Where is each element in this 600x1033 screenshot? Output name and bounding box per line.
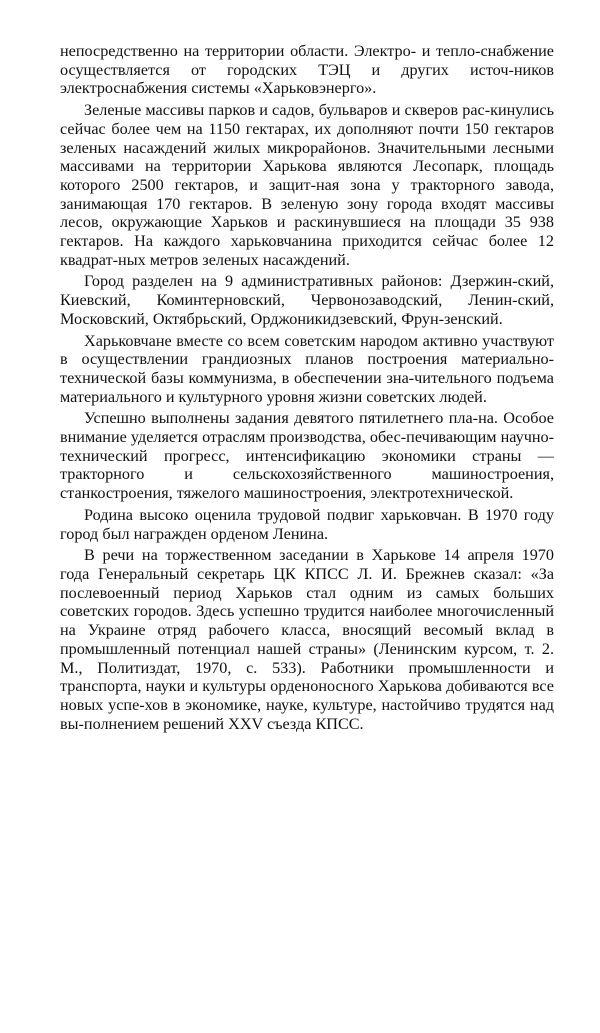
paragraph-order-of-lenin: Родина высоко оценила трудовой подвиг харьковчан. В 1970 году город был награжден орденом Ленина. [60,505,554,543]
paragraph-energy-supply: непосредственно на территории области. Электро- и тепло-снабжение осуществляется от городских ТЭЦ и других источ-ников электроснабжения системы «Харьковэнерго». [60,42,554,98]
document-page [60,42,554,736]
paragraph-brezhnev-speech: В речи на торжественном заседании в Харькове 14 апреля 1970 года Генеральный секретарь ЦК КПСС Л. И. Брежнев сказал: «За послевоенный период Харьков стал одним из самых больших советских городов. Здесь успешно трудится наиболее многочисленный на Украине отряд рабочего класса, вносящий весомый вклад в промышленный потенциал нашей страны» (Ленинским курсом, т. 2. М., Политиздат, 1970, с. 533). Работники промышленности и транспорта, науки и культуры орденоносного Харькова добиваются все новых успе-хов в экономике, науке, культуре, настойчиво трудятся над вы-полнением решений XXV съезда КПСС. [60,546,554,733]
paragraph-citizens-participation: Харьковчане вместе со всем советским народом активно участвуют в осуществлении грандиозных планов построения материально-технической базы коммунизма, в обеспечении зна-чительного подъема материального и культурного уровня жизни советских людей. [60,331,554,406]
paragraph-green-areas: Зеленые массивы парков и садов, бульваров и скверов рас-кинулись сейчас более чем на 1150 гектарах, их дополняют почти 150 гектаров зеленых насаждений жилых микрорайонов. Значительными лесными массивами на территории Харькова являются Лесопарк, площадь которого 2500 гектаров, и защит-ная зона у тракторного завода, занимающая 170 гектаров. В зеленую зону города входят массивы лесов, окружающие Харьков и раскинувшиеся на площади 35 938 гектаров. На каждого харьковчанина приходится сейчас более 12 квадрат-ных метров зеленых насаждений. [60,101,554,269]
paragraph-five-year-plan: Успешно выполнены задания девятого пятилетнего пла-на. Особое внимание уделяется отраслям производства, обес-печивающим научно-технический прогресс, интенсификацию экономики страны — тракторного и сельскохозяйственного машиностроения, станкостроения, тяжелого машиностроения, электротехнической. [60,409,554,503]
paragraph-districts: Город разделен на 9 административных районов: Дзержин-ский, Киевский, Коминтерновский, Червонозаводский, Ленин-ский, Московский, Октябрьский, Орджоникидзевский, Фрун-зенский. [60,272,554,328]
